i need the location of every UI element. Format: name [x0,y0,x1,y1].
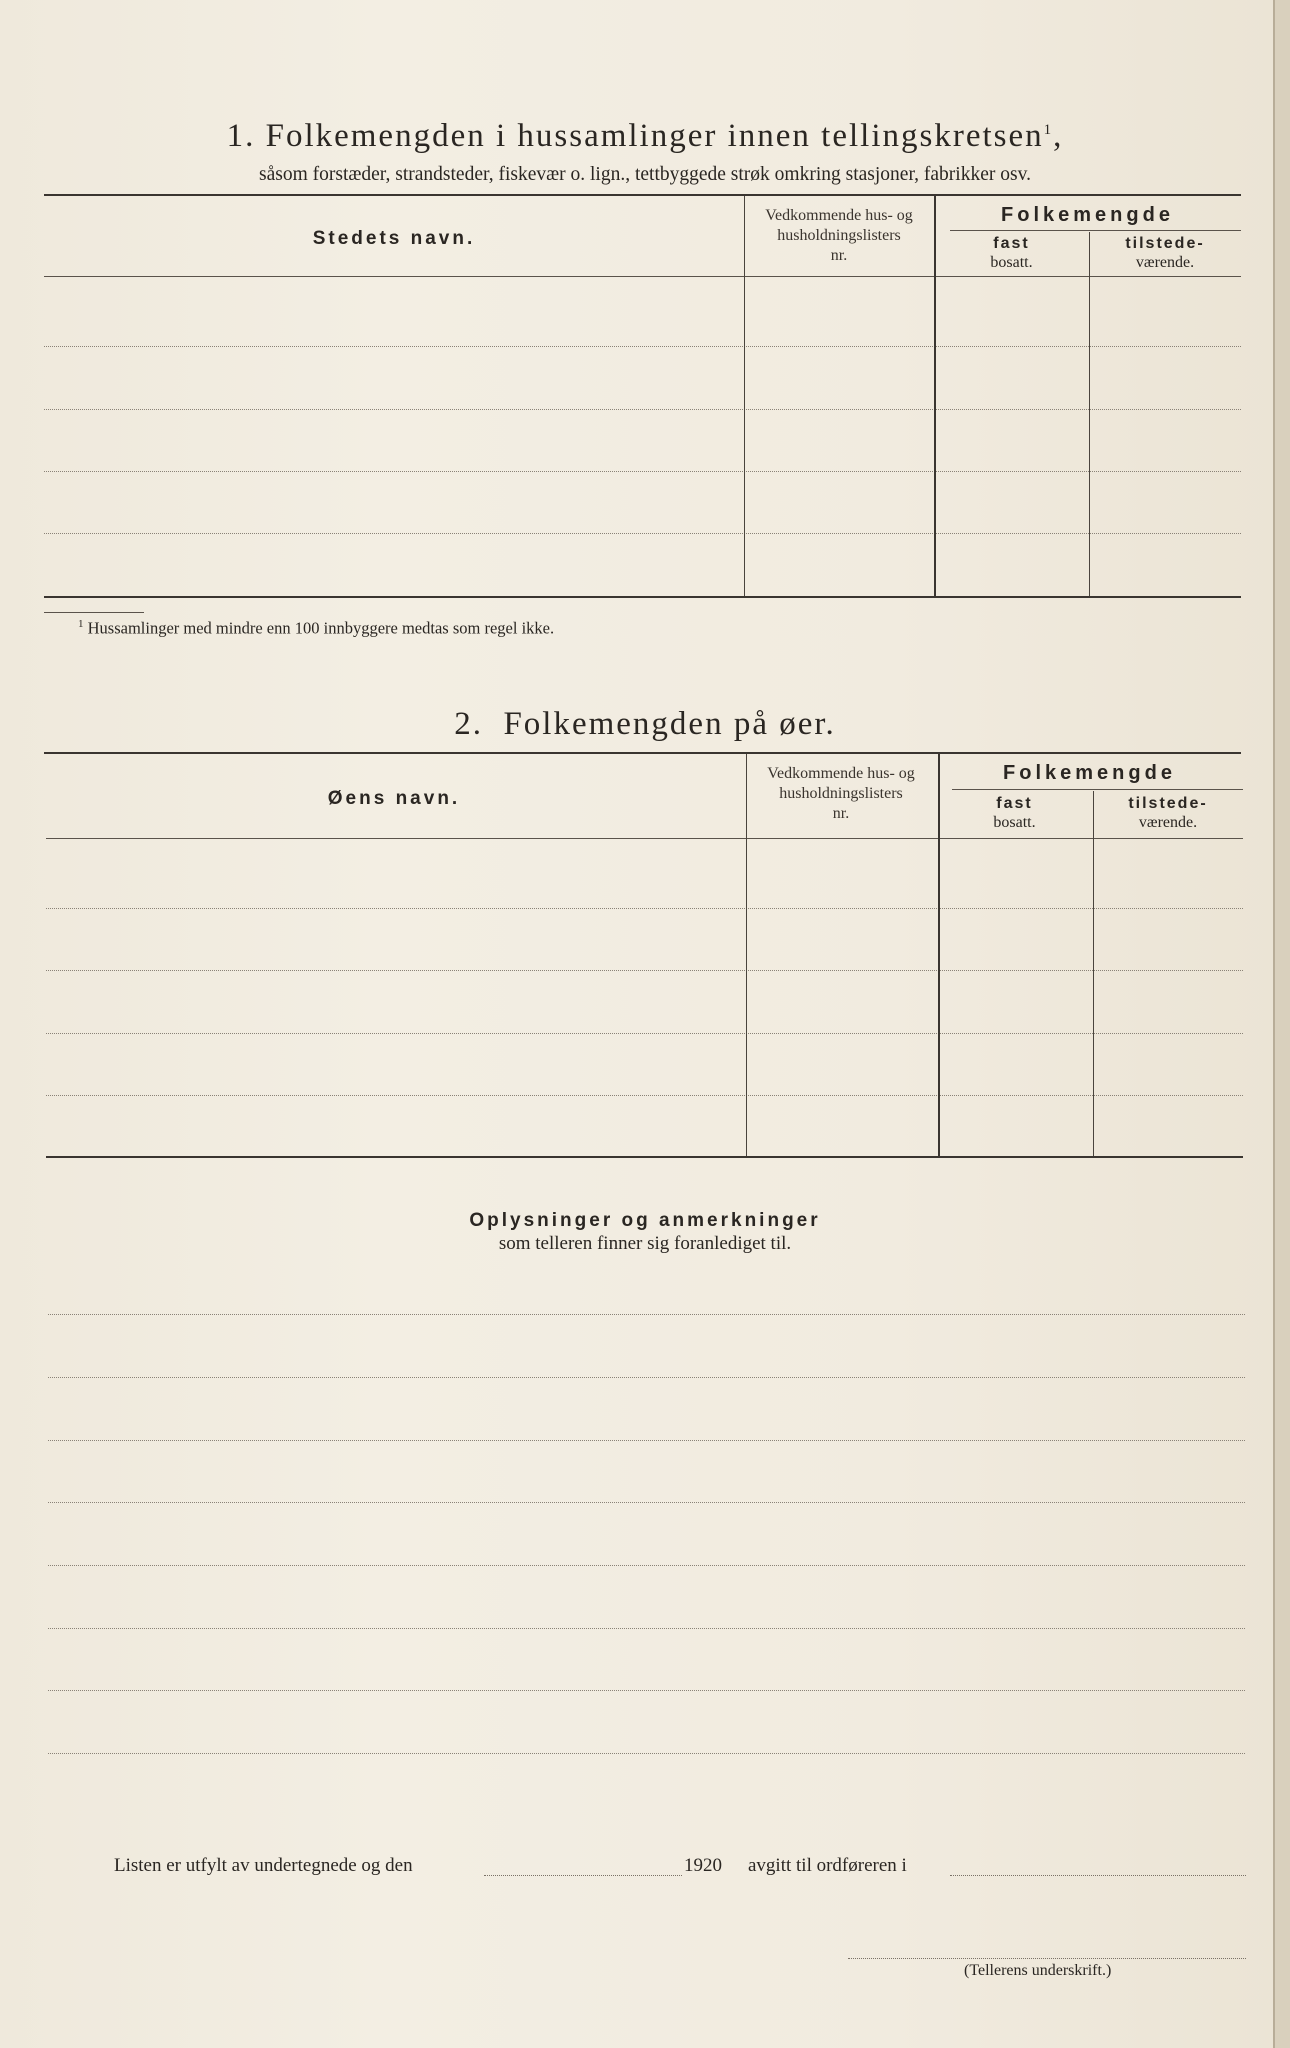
section1-title-comma: , [1053,118,1064,154]
notes-line[interactable] [48,1377,1245,1378]
table2-row-line [46,908,1243,909]
section1-title [40,118,1250,155]
section1-number: 1. [226,118,256,154]
table1-header-place-name: Stedets navn. [312,228,476,249]
notes-subtitle: som telleren finner sig foranlediget til. [498,1233,792,1254]
table2-header-present-line2: værende. [1138,814,1198,831]
notes-title: Oplysninger og anmerkninger [469,1210,821,1231]
notes-line[interactable] [48,1565,1245,1566]
section2-number: 2. [454,706,483,742]
table2-population-subrule [952,789,1243,790]
date-fill-line[interactable] [484,1875,682,1876]
table1-header-present [1089,234,1241,272]
table2-header-list-line1: Vedkommende hus- og [767,765,915,782]
signature-line[interactable] [848,1958,1246,1959]
table2-col-divider [938,754,940,1156]
section2-title [40,706,1250,743]
table2-header-island-name: Øens navn. [327,788,461,809]
table1-header-list-number [744,206,934,266]
municipality-fill-line[interactable] [950,1875,1246,1876]
table1-top-rule [44,194,1241,196]
table2-header-population: Folkemengde [1003,762,1176,784]
table1-header-present-line2: værende. [1135,254,1195,271]
table1-header-resident-line2: bosatt. [990,254,1033,271]
table2-header-resident-line1: fast [996,795,1033,812]
footnote-rule [44,612,144,613]
footnote-number: 1 [78,618,84,630]
notes-line[interactable] [48,1502,1245,1503]
table2-bottom-rule [46,1156,1243,1158]
table2-col-divider [746,754,747,1156]
section2-title-text: Folkemengden på øer. [503,706,836,742]
notes-line[interactable] [48,1628,1245,1629]
section1-footnote-marker: 1 [1043,122,1054,138]
table1-col-divider [934,196,936,596]
table2-row-line [46,1095,1243,1096]
table2-header-resident-line2: bosatt. [993,814,1036,831]
notes-line[interactable] [48,1753,1245,1754]
notes-line[interactable] [48,1314,1245,1315]
table2-header-present [1093,794,1243,832]
section1-title-text: Folkemengden i hussamlinger innen tellingskretsen [265,118,1044,154]
signature-label: (Tellerens underskrift.) [964,1962,1112,1979]
table2-header-list-line2: husholdningslisters [779,785,903,802]
table1-header-rule [44,276,1241,277]
table1-row-line [44,533,1241,534]
table1-header-resident-line1: fast [993,235,1030,252]
table1-header-present-line1: tilstede- [1125,235,1205,252]
table1-bottom-rule [44,596,1241,598]
table2-header-list-number [746,764,936,824]
table2-header-present-line1: tilstede- [1128,795,1208,812]
table1-row-line [44,409,1241,410]
table2-col-divider [1093,791,1094,1156]
table1-col-divider [1089,232,1090,596]
table1-header-resident [934,234,1089,272]
table1-col-divider [744,196,745,596]
table1-population-subrule [950,230,1241,231]
table2-header-list-line3: nr. [832,805,850,822]
notes-line[interactable] [48,1440,1245,1441]
signature-text-2: avgitt til ordføreren i [748,1855,907,1876]
section1-subtitle: såsom forstæder, strandsteder, fiskevær o. lign., tettbyggede strøk omkring stasjoner, fabrikker osv. [259,164,1031,185]
table1-row-line [44,346,1241,347]
signature-year: 1920 [684,1855,722,1876]
table1-header-list-line1: Vedkommende hus- og [765,207,913,224]
table1-header-population: Folkemengde [1001,204,1174,226]
table1-header-list-line2: husholdningslisters [777,227,901,244]
page-edge [1273,0,1290,2048]
signature-text-1: Listen er utfylt av undertegnede og den [114,1855,413,1876]
table2-row-line [46,970,1243,971]
footnote-text: Hussamlinger med mindre enn 100 innbyggere medtas som regel ikke. [87,618,555,638]
table1-header-list-line3: nr. [830,247,848,264]
section1-footnote [78,618,554,639]
table2-header-rule [46,838,1243,839]
table2-top-rule [44,752,1241,754]
table2-row-line [46,1033,1243,1034]
table2-header-resident [936,794,1093,832]
table1-row-line [44,471,1241,472]
notes-line[interactable] [48,1690,1245,1691]
